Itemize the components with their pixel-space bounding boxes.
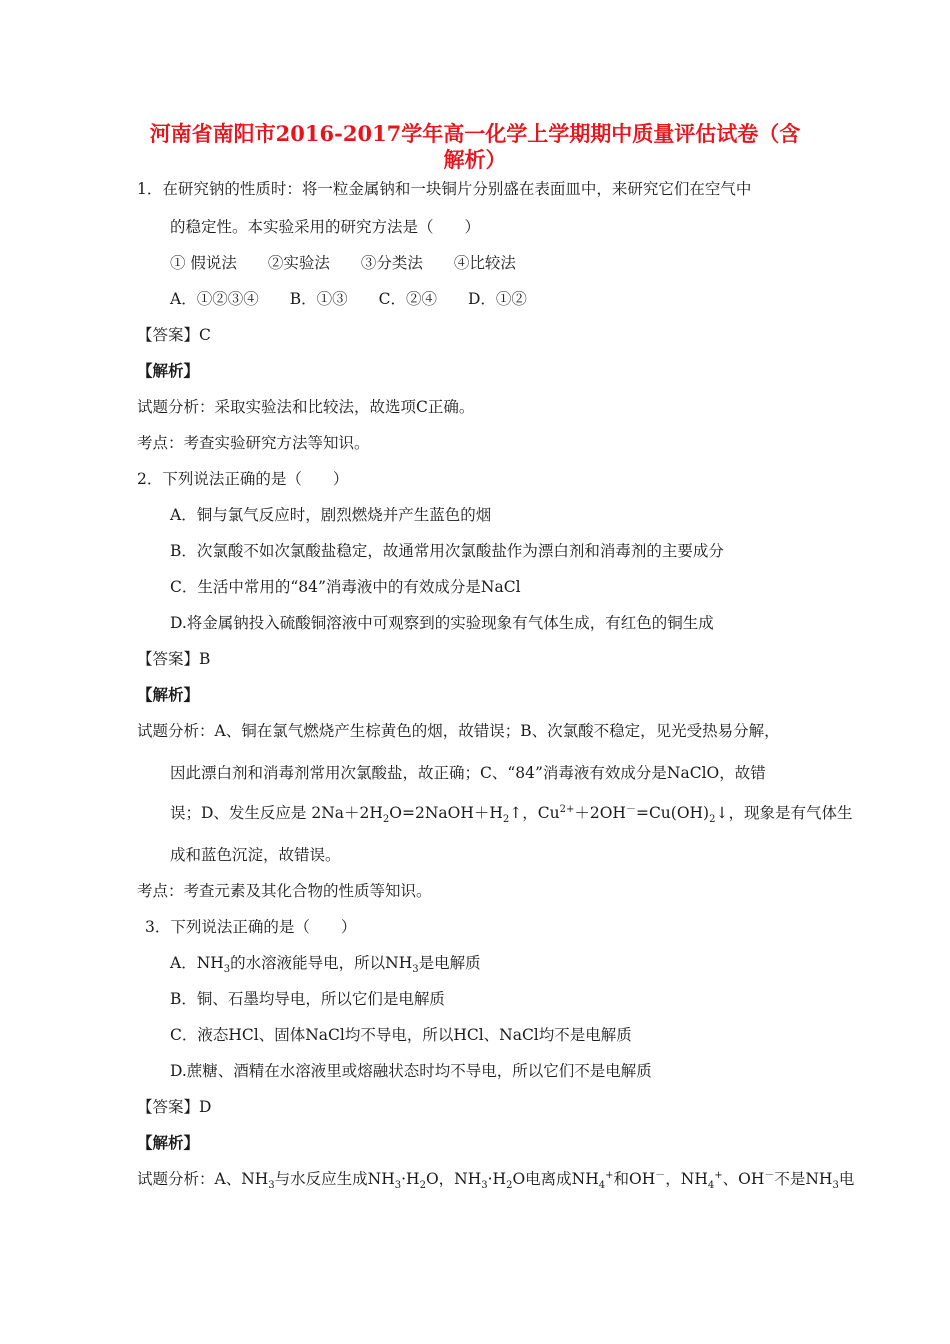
subscript: 2 [382,814,390,826]
text-run: 不是NH [774,1170,833,1188]
subscript: 2 [506,1180,513,1192]
q2-analysis-line-4: 成和蓝色沉淀，故错误。 [170,846,341,864]
subscript: 3 [268,1180,275,1192]
q3-answer: 【答案】D [137,1098,212,1116]
subscript: 4 [707,1180,715,1192]
q2-option-d: D.将金属钠投入硫酸铜溶液中可观察到的实验现象有气体生成，有红色的铜生成 [170,614,714,632]
text-run: ↓，现象是有气体生 [715,804,853,822]
text-run: ·H [401,1170,420,1188]
text-run: 电 [838,1170,855,1188]
q1-exam-point: 考点：考查实验研究方法等知识。 [137,434,370,452]
q2-analysis-line-2: 因此漂白剂和消毒剂常用次氯酸盐，故正确；C、“84”消毒液有效成分是NaClO，故错 [170,764,766,782]
text-run: O=2NaOH＋H [389,804,503,822]
superscript: 2+ [559,803,575,815]
superscript: + [605,1169,614,1181]
q2-option-c: C．生活中常用的“84”消毒液中的有效成分是NaCl [170,578,521,596]
subscript: 3 [223,964,231,976]
subscript: 3 [394,1180,402,1192]
q3-analysis-heading: 【解析】 [137,1133,200,1152]
title-line-1: 河南省南阳市2016-2017学年高一化学上学期期中质量评估试卷（含 [149,121,801,146]
q2-analysis-line-1: 试题分析：A、铜在氯气燃烧产生棕黄色的烟，故错误；B、次氯酸不稳定，见光受热易分解， [137,722,780,740]
superscript: － [625,803,636,815]
text-run: ＋2OH [574,804,626,822]
subscript: 4 [598,1180,606,1192]
text-run: 、OH [722,1170,765,1188]
q2-answer: 【答案】B [137,650,211,668]
q1-methods: ① 假说法 ②实验法 ③分类法 ④比较法 [170,254,516,272]
q1-choices: A．①②③④ B．①③ C．②④ D．①② [170,290,527,308]
q3-option-d: D.蔗糖、酒精在水溶液里或熔融状态时均不导电，所以它们不是电解质 [170,1062,652,1080]
q1-stem-line-2: 的稳定性。本实验采用的研究方法是（ ） [170,218,481,236]
q3-option-c: C．液态HCl、固体NaCl均不导电，所以HCl、NaCl均不是电解质 [170,1026,632,1044]
q2-analysis-heading: 【解析】 [137,685,200,704]
q1-analysis-heading: 【解析】 [137,361,200,380]
text-run: A．NH [170,954,224,972]
q3-stem: 3．下列说法正确的是（ ） [145,918,357,936]
q2-option-a: A．铜与氯气反应时，剧烈燃烧并产生蓝色的烟 [170,506,492,524]
superscript: － [764,1169,775,1181]
q1-stem-line-1: 1．在研究钠的性质时：将一粒金属钠和一块铜片分别盛在表面皿中，来研究它们在空气中 [137,180,752,198]
q2-stem: 2．下列说法正确的是（ ） [137,470,349,488]
q3-analysis-line-1 [137,1169,855,1192]
text-run: =Cu(OH) [635,804,710,822]
text-run: 与水反应生成NH [274,1170,395,1188]
subscript: 2 [419,1180,426,1192]
superscript: + [714,1169,723,1181]
text-run: ，NH [665,1170,708,1188]
subscript: 3 [481,1180,488,1192]
text-run: 是电解质 [418,954,481,972]
q3-option-a [170,953,481,976]
q1-analysis: 试题分析：采取实验法和比较法，故选项C正确。 [137,398,475,416]
q2-exam-point: 考点：考查元素及其化合物的性质等知识。 [137,882,432,900]
q1-answer: 【答案】C [137,326,211,344]
q3-option-b: B．铜、石墨均导电，所以它们是电解质 [170,990,445,1008]
subscript: 3 [412,964,419,976]
text-run: 误；D、发生反应是 2Na＋2H [170,804,383,822]
text-run: 的水溶液能导电，所以NH [230,954,413,972]
text-run: 和OH [613,1170,656,1188]
text-run: O电离成NH [512,1170,599,1188]
superscript: － [655,1169,666,1181]
text-run: ·H [487,1170,507,1188]
subscript: 3 [832,1180,839,1192]
q2-option-b: B．次氯酸不如次氯酸盐稳定，故通常用次氯酸盐作为漂白剂和消毒剂的主要成分 [170,542,724,560]
subscript: 2 [502,814,510,826]
q2-analysis-line-3 [170,803,853,826]
text-run: ↑，Cu [509,804,560,822]
document-title [120,121,830,173]
text-run: O，NH [425,1170,482,1188]
text-run: 试题分析：A、NH [137,1170,269,1188]
title-line-2: 解析） [443,147,507,172]
subscript: 2 [709,814,716,826]
